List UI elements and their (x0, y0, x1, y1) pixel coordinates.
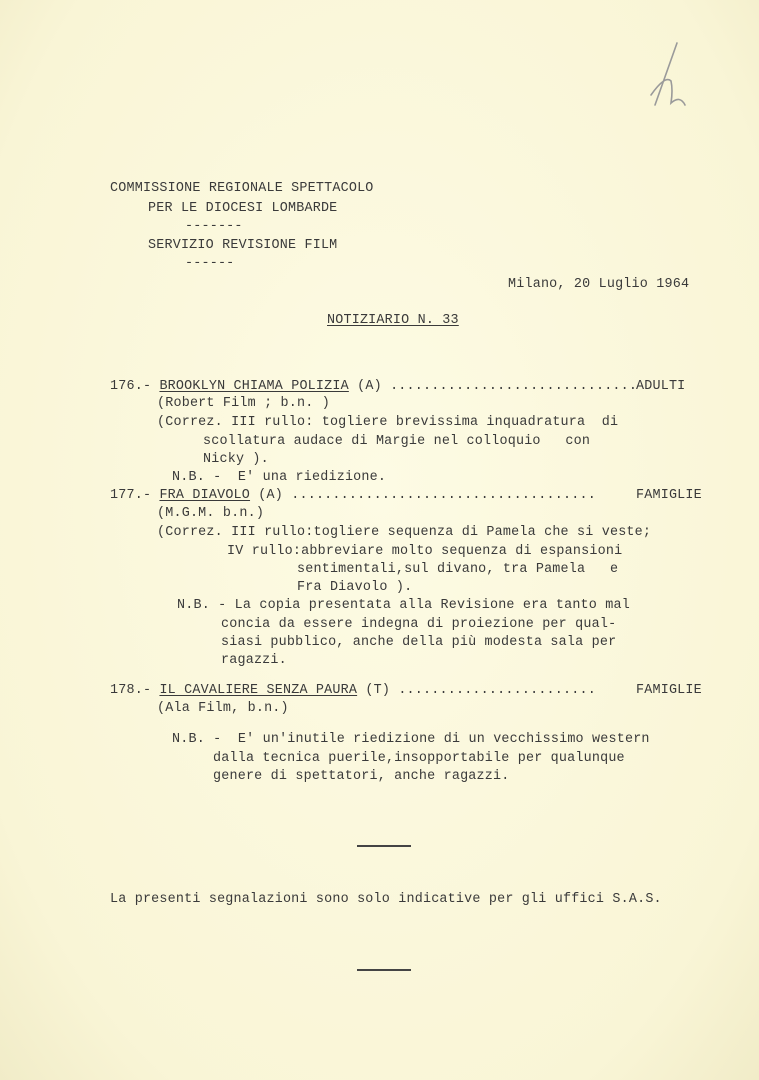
note-line: ragazzi. (221, 653, 287, 668)
entry-number: 178.- (110, 683, 152, 698)
entry-number: 177.- (110, 488, 152, 503)
classification: ADULTI (636, 379, 686, 394)
note-line: N.B. - E' una riedizione. (172, 470, 387, 485)
film-title: FRA DIAVOLO (159, 488, 251, 503)
note-line: siasi pubblico, anche della più modesta sala per (221, 635, 617, 650)
entry-heading (110, 683, 596, 699)
header-line-3: SERVIZIO REVISIONE FILM (148, 238, 338, 253)
header-line-2: PER LE DIOCESI LOMBARDE (148, 201, 338, 216)
correction-line: sentimentali,sul divano, tra Pamela e (297, 562, 619, 577)
distributor: (Robert Film ; b.n. ) (157, 396, 330, 411)
note-line: concia da essere indegna di proiezione per qual- (221, 617, 617, 632)
classification: FAMIGLIE (636, 683, 702, 698)
dot-leader: .............................. (381, 379, 638, 394)
dot-leader: ........................ (390, 683, 596, 698)
document-title: NOTIZIARIO N. 33 (327, 313, 459, 328)
correction-line: (Correz. III rullo:togliere sequenza di Pamela che si veste; (157, 525, 652, 540)
separator-rule (357, 969, 411, 971)
dot-leader: ..................................... (283, 488, 596, 503)
rating-code: (A) (357, 379, 382, 394)
correction-line: Fra Diavolo ). (297, 580, 413, 595)
entry-heading (110, 488, 596, 504)
entry-heading (110, 379, 637, 395)
header-separator-2: ------ (185, 256, 235, 271)
distributor: (Ala Film, b.n.) (157, 701, 289, 716)
note-line: genere di spettatori, anche ragazzi. (213, 769, 510, 784)
footer-note: La presenti segnalazioni sono solo indicative per gli uffici S.A.S. (110, 892, 662, 907)
film-title: BROOKLYN CHIAMA POLIZIA (159, 379, 349, 394)
note-line: N.B. - E' un'inutile riedizione di un vecchissimo western (172, 732, 650, 747)
distributor: (M.G.M. b.n.) (157, 506, 265, 521)
correction-line: (Correz. III rullo: togliere brevissima inquadratura di (157, 415, 619, 430)
header-separator-1: ------- (185, 219, 243, 234)
correction-line: Nicky ). (203, 452, 269, 467)
correction-line: IV rullo:abbreviare molto sequenza di espansioni (227, 544, 623, 559)
document-date: Milano, 20 Luglio 1964 (508, 277, 690, 292)
rating-code: (A) (258, 488, 283, 503)
note-line: dalla tecnica puerile,insopportabile per qualunque (213, 751, 625, 766)
classification: FAMIGLIE (636, 488, 702, 503)
header-line-1: COMMISSIONE REGIONALE SPETTACOLO (110, 181, 374, 196)
handwritten-initial-signature (625, 35, 700, 115)
note-line: N.B. - La copia presentata alla Revisione era tanto mal (177, 598, 630, 613)
entry-number: 176.- (110, 379, 152, 394)
separator-rule (357, 845, 411, 847)
correction-line: scollatura audace di Margie nel colloquio con (203, 434, 591, 449)
rating-code: (T) (365, 683, 391, 698)
film-title: IL CAVALIERE SENZA PAURA (159, 683, 358, 698)
